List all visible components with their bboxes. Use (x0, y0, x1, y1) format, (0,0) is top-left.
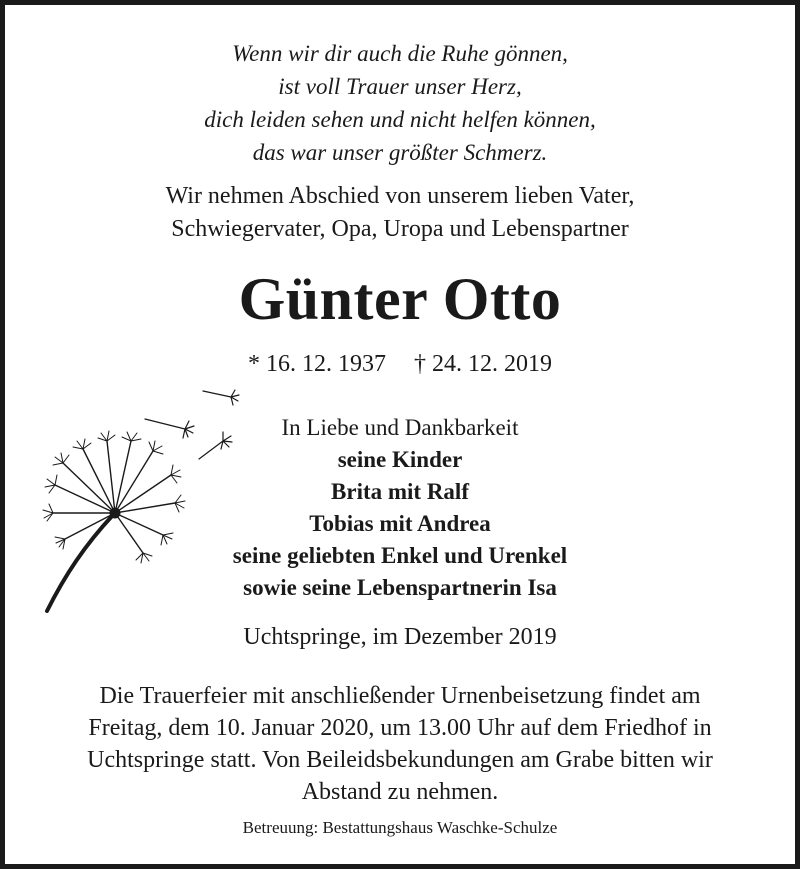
mourners-lead: In Liebe und Dankbarkeit (281, 415, 519, 440)
intro-line: Schwiegervater, Opa, Uropa und Lebenspartner (171, 216, 629, 242)
poem-line: ist voll Trauer unser Herz, (278, 74, 522, 99)
mourners (5, 412, 795, 604)
life-dates (5, 348, 795, 381)
poem (5, 37, 795, 169)
funeral-line: Die Trauerfeier mit anschließender Urnenbeisetzung findet am (99, 683, 701, 709)
mourner-line: Tobias mit Andrea (309, 511, 491, 536)
poem-line: das war unser größter Schmerz. (252, 140, 548, 165)
deceased-name: Günter Otto (238, 266, 562, 332)
poem-line: dich leiden sehen und nicht helfen können, (204, 107, 596, 132)
funeral-line: Freitag, dem 10. Januar 2020, um 13.00 Uhr auf dem Friedhof in (88, 715, 712, 741)
mourner-line: Brita mit Ralf (331, 479, 469, 504)
mourner-line: seine geliebten Enkel und Urenkel (232, 543, 568, 568)
funeral-line: Uchtspringe statt. Von Beileidsbekundungen am Grabe bitten wir (87, 747, 713, 773)
farewell-intro (5, 180, 795, 246)
death-date: † 24. 12. 2019 (414, 351, 552, 377)
funeral-details (30, 680, 770, 808)
funeral-home-credit: Betreuung: Bestattungshaus Waschke-Schulze (242, 818, 558, 837)
birth-date: * 16. 12. 1937 (248, 351, 386, 377)
funeral-line: Abstand zu nehmen. (301, 779, 499, 805)
intro-line: Wir nehmen Abschied von unserem lieben Vater, (165, 183, 635, 209)
place-and-date: Uchtspringe, im Dezember 2019 (243, 624, 557, 650)
mourner-line: seine Kinder (337, 447, 463, 472)
poem-line: Wenn wir dir auch die Ruhe gönnen, (232, 41, 568, 66)
mourner-line: sowie seine Lebenspartnerin Isa (243, 575, 557, 600)
